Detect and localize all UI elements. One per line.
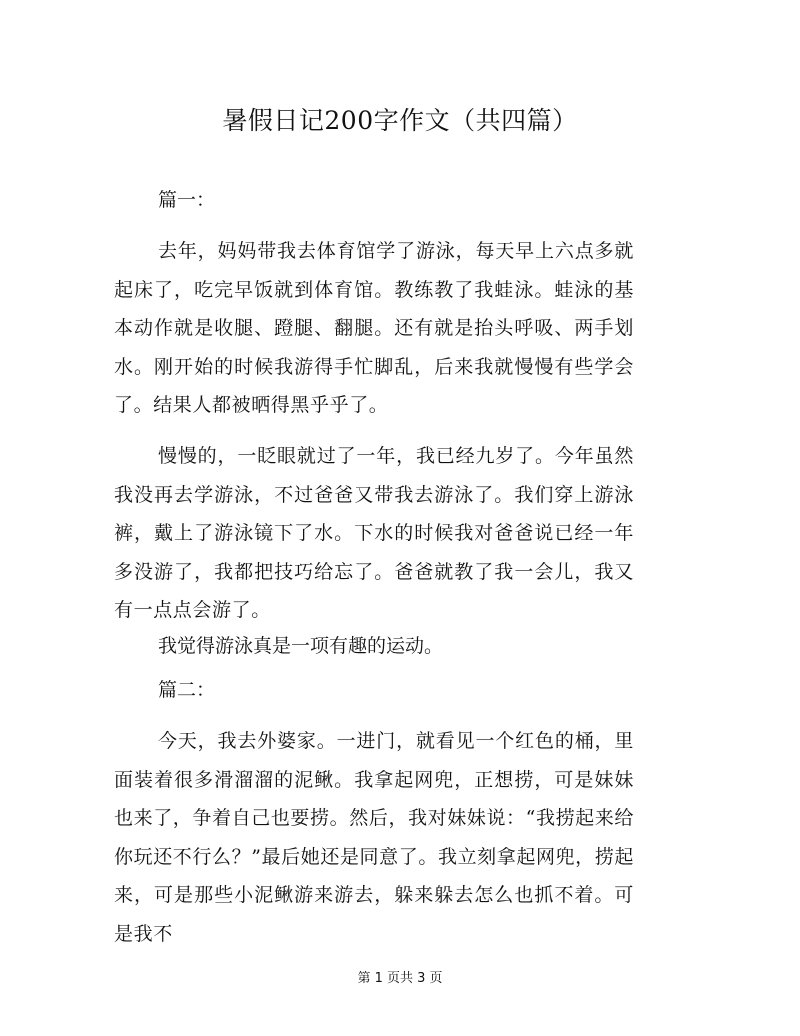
paragraph-1: 去年，妈妈带我去体育馆学了游泳，每天早上六点多就起床了，吃完早饭就到体育馆。教练教了我蛙泳。蛙泳的基本动作就是收腿、蹬腿、翻腿。还有就是抬头呼吸、两手划水。刚开始的时候我游得手忙脚乱，后来我就慢慢有些学会了。结果人都被晒得黑乎乎了。 — [114, 240, 634, 417]
paragraph-4: 今天，我去外婆家。一进门，就看见一个红色的桶，里面装着很多滑溜溜的泥鳅。我拿起网兜，正想捞，可是妹妹也来了，争着自己也要捞。然后，我对妹妹说：“我捞起来给你玩还不行么？”最后她还是同意了。我立刻拿起网兜，捞起来，可是那些小泥鳅游来游去，躲来躲去怎么也抓不着。可是我不 — [114, 730, 634, 945]
section-label-2: 篇二： — [158, 679, 216, 701]
section-label-1: 篇一： — [158, 189, 216, 211]
document-title: 暑假日记200字作文（共四篇） — [222, 106, 578, 135]
paragraph-2: 慢慢的，一眨眼就过了一年，我已经九岁了。今年虽然我没再去学游泳，不过爸爸又带我去游泳了。我们穿上游泳裤，戴上了游泳镜下了水。下水的时候我对爸爸说已经一年多没游了，我都把技巧给忘了。爸爸就教了我一会儿，我又有一点点会游了。 — [114, 445, 634, 622]
page-footer: 第 1 页共 3 页 — [357, 971, 443, 986]
paragraph-3: 我觉得游泳真是一项有趣的运动。 — [158, 635, 444, 657]
